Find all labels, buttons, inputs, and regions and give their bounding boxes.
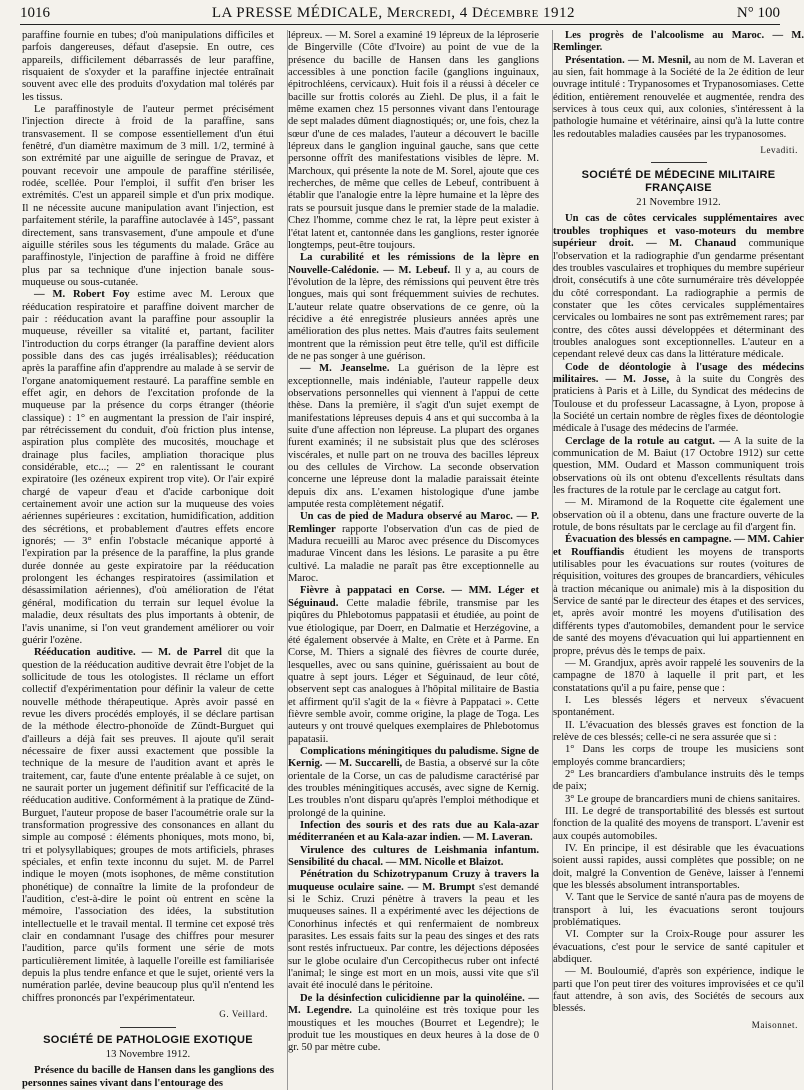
list-item: III. Le degré de transportabilité des blessés est surtout fonction de la qualité des moyens de transport. L'avenir est aux coupés automobiles. <box>553 805 804 842</box>
text-columns <box>22 30 804 1089</box>
paragraph-lead: Présence du bacille de Hansen dans les ganglions des personnes saines vivant dans l'entourage des <box>22 1065 274 1089</box>
paragraph-lead: Un cas de pied de Madura observé au Maroc. — P. Remlinger <box>288 511 539 535</box>
paragraph-lead: — M. Grandjux, <box>565 657 637 669</box>
paragraph <box>553 658 804 695</box>
paragraph-body: s'est demandé si le Schiz. Cruzi pénètre à travers la peau et les muqueuses saines. Il a expérimenté avec les déjections de Conorhinus infectés et qui renfermaient de nombreux parasites. Les essais faits sur la peau des singes et des rats sont restés infructueux. Par contre, les déjections déposées sur le globe oculaire d'un Cercopithecus ruber ont infecté l'animal; le singe est mort en un mois, aussi vite que s'il avait été inoculé dans le péritoine. <box>288 881 539 992</box>
page-header <box>20 2 780 25</box>
paragraph <box>553 436 804 498</box>
paragraph <box>553 497 804 534</box>
paragraph-body: cite également une observation où il a obtenu, dans une fracture ouverte de la rotule, de bons résultats par le cerclage au fil d'argent fin. <box>553 497 804 534</box>
paragraph-lead: Complications méningitiques du paludisme. Signe de Kernig. — M. Succarelli, <box>288 745 539 770</box>
section-divider <box>120 1027 176 1028</box>
paragraph <box>288 363 539 511</box>
paragraph-lead: — M. Miramond de la Roquette <box>565 497 715 509</box>
journal-title: LA PRESSE MÉDICALE, Mercredi, 4 Décembre 1912 <box>211 4 576 21</box>
paragraph <box>22 647 274 1005</box>
paragraph-body: communique l'observation et la radiographie d'un gendarme présentant des troubles vasculaires et trophiques du membre supérieur droit, consécutifs à une côte surnuméraire très développée du côté correspondant. La radiographie a permis de constater que les côtes cervicales supplémentaires cervicales ou lombaires ne sont pas extrêmement rares; par contre, des côtes aussi développées et déterminant des troubles analogues sont exceptionnelles. L'auteur en a cependant relevé deux cas dans la littérature médicale. <box>553 238 804 361</box>
section-divider <box>651 162 707 163</box>
paragraph-body: au nom de M. Laveran et au sien, fait hommage à la Société de la 2e édition de leur ouvrage intitulé : Trypanosomes et Trypanosomiases. Cette édition, entièrement renouvelée et augmentée, rendra des services à tous ceux qui, aux colonies, s'intéressent à la pathologie humaine et vétérinaire, ainsi qu'à la lutte contre les redoutables maladies causées par les trypanosomes. <box>553 54 804 140</box>
paragraph <box>288 252 539 363</box>
paragraph-lead: Infection des souris et des rats due au Kala-azar méditerranéen et au Kala-azar indien. — M. Laveran. <box>288 820 539 844</box>
paragraph <box>288 820 539 845</box>
list-item: IV. En principe, il est désirable que les évacuations soient aussi rapides, aussi complètes que possible; on ne doit, malgré la Convention de Genève, laisser à l'ennemi que les blessés absolument intransportables. <box>553 843 804 892</box>
paragraph: lépreux. — M. Sorel a examiné 19 lépreux de la léproserie de Bingerville (Côte d'Ivoire) au point de vue de la présence du bacille de Hansen dans les ganglions accessibles à une ponction facile (ganglions inguinaux, épitrochléens, cervicaux). Huit fois il a réussi à déceler ce bacille sur frottis colorés au Ziehl. De plus, il a fait le même examen chez 15 personnes vivant dans l'entourage de sept malades dûment diagnostiqués; or, une fois, chez la sœur d'une de ces malades, l'auteur a découvert le bacille lépreux dans le ganglion inguinal gauche, sans que cette personne offrît des manifestations visibles de lèpre. M. Marchoux, qui présente la note de M. Sorel, ajoute que ces recherches, de même que celles de Lebeuf, contribuent à établir que l'analogie entre la lèpre humaine et la lèpre des rats se poursuit jusque dans le premier stade de la maladie. Chez l'homme, comme chez le rat, la lèpre peut exister à l'état latent et, cantonnée dans les ganglions, rester ignorée longtemps, peut-être toujours. <box>288 30 539 251</box>
list-item: V. Tant que le Service de santé n'aura pas de moyens de transport à lui, les évacuations seront toujours problématiques. <box>553 892 804 929</box>
paragraph <box>288 993 539 1055</box>
paragraph-lead: Les progrès de l'alcoolisme au Maroc. — M. Remlinger. <box>553 30 804 54</box>
paragraph-lead: Évacuation des blessés en campagne. — MM. Cahier et Rouffiandis <box>553 534 804 558</box>
paragraph <box>288 511 539 585</box>
paragraph <box>553 30 804 55</box>
list-item: II. L'évacuation des blessés graves est fonction de la relève de ces blessés; celle-ci ne sera assurée que si : <box>553 719 804 743</box>
paragraph-body: A la suite de la communication de M. Baiut (17 Octobre 1912) sur cette question, MM. Oudard et Masson communiquent trois observations où ils ont obtenu d'excellents résultats dans les fractures de la rotule par le cerclage au catgut fort. <box>553 435 804 497</box>
paragraph-lead: Virulence des cultures de Leishmania infantum. Sensibilité du chacal. — MM. Nicolle et Blaizot. <box>288 844 539 869</box>
paragraph <box>288 746 539 820</box>
paragraph <box>288 869 539 992</box>
paragraph-lead: Code de déontologie à l'usage des médecins militaires. — M. Josse, <box>553 361 804 385</box>
paragraph-body: La guérison de la lèpre est exceptionnelle, mais indéniable, l'auteur rappelle deux observations personnelles qui viennent à l'appui de cette thèse. Dans la première, il s'agit d'un sujet exempt de manifestations lépreuses depuis 4 ans et qui succomba à la suite d'une affection non lépreuse. La plupart des organes furent examinés; il ne subsistait plus que des scléroses viscérales, et nulle part on ne trouva des bacilles lépreux ou des cellules de Virchow. La seconde observation concerne une lépreuse dont la maladie paraissait éteinte depuis dix ans. L'examen histologique d'une jambe amputée resta complètement négatif. <box>288 363 539 511</box>
paragraph-body: Cette maladie fébrile, transmise par les piqûres du Phlebotomus pappatasii et étudiée, au point de vue étiologique, par Doerr, en Dalmatie et Herzégovine, a été également observée à Malte, en Crète et à Parme. En Corse, M. Thiers a signalé des fièvres de courte durée, lesquelles, avec ou sans quinine, guérissaient au bout de quatre à sept jours. Léger et Séguinaud, de leur côté, observent sept cas analogues à l'hôpital militaire de Bastia et affirment qu'il s'agit de la « fièvre à Pappataci ». Cette fièvre semble avoir, comme origine, la plage de Toga. Les auteurs y ont trouvé quelques exemplaires de Phlebotomus papatasii. <box>288 597 539 745</box>
paragraph-body: dit que la question de la rééducation auditive devrait être l'objet de la sollicitude de tous les otologistes. Il réclame un effort collectif d'expérimentation pour définir la valeur de cette nouvelle méthode thérapeutique. Après avoir passé en revue les divers procédés employés, il se déclare partisan de la méthode électro-phonoïde de Zündt-Burguet qui d'ailleurs a déjà fait ses preuves. Il ajoute qu'il serait nécessaire de fixer aussi exactement que possible la technique de la mesure de l'audition avant et après le traitement, car, faute d'une entente préalable à ce sujet, on ne saurait porter un jugement définitif sur l'efficacité de la rééducation auditive. Conformément à la pratique de Zünd-Burguet, l'auteur propose de baser l'acoumétrie orale sur la transformation progressive des consonances en allant du simple au composé : éléments phoniques, mots mono, bi, tri et polysyllabiques; groupes de mots artificiels, phrases spéciales, et enfin texte inconnu du sujet. M. de Parrel indique le moyen (mots isophones, de même constitution phonétique) de connaître la limite de la profondeur de l'audition, c'est-à-dire le point où entrent en scène la mémoire, l'association des idées, la substitution intellectuelle et le travail mental. Il termine cet exposé très clair en condamnant l'usage des chiffres pour mesurer l'audition, parce qu'ils forment une série de mots particulièrement limitée, à laquelle l'oreille est familiarisée depuis la plus tendre enfance et que le sujet, orienté vers la numération parlée, devine beaucoup plus qu'il n'entend les chiffres prononcés par l'expérimentateur. <box>22 647 274 1004</box>
paragraph-lead: Présentation. — M. Mesnil, <box>565 54 692 66</box>
paragraph-lead: Rééducation auditive. — M. de Parrel <box>34 647 222 659</box>
list-item: 1° Dans les corps de troupe les musiciens sont employés comme brancardiers; <box>553 744 804 768</box>
signature: Maisonnet. <box>751 1019 798 1030</box>
paragraph-body: après avoir rappelé les souvenirs de la campagne de 1870 à laquelle il prit part, et les constatations qu'il a pu faire, pense que : <box>553 657 804 694</box>
paragraph <box>553 55 804 141</box>
paragraph-lead: Cerclage de la rotule au catgut. — <box>565 435 730 447</box>
paragraph-body: étudient les moyens de transports utilisables pour les évacuations sur routes (voitures de réquisition, voitures des groupes de brancardiers, véhicules à traction mécanique ou animale) mis à la disposition du Service de santé par le directeur des étapes et des services, et, après avoir montré les moyens d'utilisation des différents types d'automobiles, demandent pour le service de santé des moyens d'évacuation qui lui appartiennent en propre, prévus dès le temps de paix. <box>553 546 804 657</box>
section-title: SOCIÉTÉ DE PATHOLOGIE EXOTIQUE <box>43 1033 253 1046</box>
paragraph <box>553 213 804 361</box>
list-item: I. Les blessés légers et nerveux s'évacuent spontanément. <box>553 694 804 719</box>
paragraph: Le paraffinostyle de l'auteur permet précisément l'injection directe à froid de la paraffine, sans transvasement. Il se compose essentiellement d'un étui fenêtré, d'un diamètre maximum de 3 mill. 1/2, terminé à son extrémité par une aiguille de seringue de Pravaz, et pouvant recevoir une ampoule de paraffine stérilisée, rodée, scellée. Pour l'emploi, il suffit d'en briser les extrémités. C'est un appareil simple et d'un prix modique. Il ne nécessite aucune manipulation avant l'injection, est parfaitement stérile, la paraffine autoclavée à 145°, passant directement, sans transvasement, d'une ampoule et d'une aiguille stériles sous les téguments du malade. Grâce au paraffinostyle, l'injection de paraffine à froid ne diffère plus par sa technique d'une injection banale sous-muqueuse ou sous-cutanée. <box>22 104 274 288</box>
paragraph <box>22 1065 274 1090</box>
section-date: 13 Novembre 1912. <box>105 1048 191 1060</box>
paragraph <box>553 362 804 436</box>
section-title: SOCIÉTÉ DE MÉDECINE MILITAIRE FRANÇAISE <box>581 169 776 194</box>
paragraph-lead: Un cas de côtes cervicales supplémentaires avec troubles trophiques et vaso-moteurs du membre supérieur droit. — M. Chanaud <box>553 213 804 250</box>
section-date: 21 Novembre 1912. <box>636 197 721 209</box>
paragraph-body: estime avec M. Leroux que rééducation respiratoire et paraffine doivent marcher de pair : rééducation avant la paraffine pour assouplir la muqueuse, réveiller sa vitalité et, partant, faciliter l'introduction du corps étranger (la paraffine devient alors possible dans des cas jugés irréalisables); rééducation après la paraffine afin d'apprendre au malade à se servir de l'organe anatomiquement restauré. La paraffine semble en effet agir, en dehors de l'excitation profonde de la muqueuse par la présence du corps étranger (théorie classique) : 1° en augmentant la pression de l'air inspiré, par rétrécissement du conduit, d'où friction plus intense, aspiration plus complète des mucosités, mouchage et drainage plus faciles, ampliation thoracique plus considérable, etc...; — 2° en ralentissant le courant expiratoire (les ozéneux expirent trop vite). Or l'air expiré chargé de vapeur d'eau et d'acide carbonique doit certainement avoir une action sur la muqueuse des voies aériennes supérieures : excitation, humidification, addition des sécrétions, et probablement d'autres effets encore ignorés; — 3° enfin l'obstacle mécanique apporté à l'expiration par la présence de la paraffine, la plus grande durée donnée au geste expiratoire par la rééducation prolongent les échanges respiratoires (assimilation et désassimilation aériennes), d'où amélioration de l'état général, modification du terrain sur lequel évolue la maladie, deux résultats des plus importants à obtenir, de l'avis unanime, si l'on veut grandement améliorer ou voir guérir l'ozène. <box>22 289 274 646</box>
paragraph-lead: Pénétration du Schizotrypanum Cruzy à travers la muqueuse oculaire saine. — M. Brumpt <box>288 869 539 893</box>
paragraph <box>553 966 804 1015</box>
signature: G. Veillard. <box>219 1009 268 1020</box>
list-item: VI. Compter sur la Croix-Rouge pour assurer les évacuations, c'est pour le service de santé capituler et abdiquer. <box>553 929 804 966</box>
list-item: 3° Le groupe de brancardiers muni de chiens sanitaires. <box>565 793 801 805</box>
paragraph <box>553 534 804 657</box>
paragraph-lead: La curabilité et les rémissions de la lèpre en Nouvelle-Calédonie. — M. Lebeuf. <box>288 252 539 276</box>
paragraph <box>288 845 539 870</box>
paragraph-body: d'après son expérience, indique le parti que l'on peut tirer des voitures improvisées et ce qu'il faut attendre, à son avis, des Sociétés de secours aux blessés. <box>553 966 804 1015</box>
signature: Levaditi. <box>760 145 798 156</box>
issue-number: N° 100 <box>736 4 780 21</box>
paragraph-lead: — M. Robert Foy <box>34 289 130 301</box>
paragraph-lead: Fièvre à pappataci en Corse. — MM. Léger et Séguinaud. <box>288 585 539 609</box>
paragraph-lead: — M. Bouloumié, <box>565 966 648 978</box>
paragraph <box>288 585 539 745</box>
paragraph-body: La quinoléine est très toxique pour les moustiques et les mouches (Bourret et Legendre); le produit tue les moustiques en deux heures à la dose de 0 gr. 50 par mètre cube. <box>288 1005 539 1054</box>
list-item: 2° Les brancardiers d'ambulance instruits dès le temps de paix; <box>553 768 804 793</box>
column-3 <box>552 30 804 1090</box>
paragraph-body: à la suite du Congrès des praticiens à Paris et à Lille, du Syndicat des médecins de Toulouse et du professeur Lacassagne, à Lyon, propose à la Société un certain nombre de règles fixes de déontologie médicale à l'usage des médecins de l'armée. <box>553 373 804 435</box>
paragraph-lead: De la désinfection culicidienne par la quinoléine. — M. Legendre. <box>288 992 539 1017</box>
paragraph <box>22 289 274 647</box>
column-1 <box>22 30 274 1090</box>
paragraph-body: rapporte l'observation d'un cas de pied de Madura recueilli au Maroc avec présence du Discomyces madurae Vincent dans les lésions. Le parasite a pu être cultivé. La maladie ne paraît pas être exceptionnelle au Maroc. <box>288 523 539 585</box>
column-2 <box>287 30 539 1090</box>
paragraph: paraffine fournie en tubes; d'où manipulations difficiles et parfois dangereuses, défaut d'asepsie. En outre, ces appareils, difficilement débarrassés de leur paraffine, risquaient de s'oxyder et la paraffine injectée entraînait souvent avec elle des produits d'oxydation mal tolérés par les tissus. <box>22 30 274 103</box>
paragraph-lead: — M. Jeanselme. <box>300 363 390 375</box>
paragraph-body: de Bastia, a observé sur la côte orientale de la Corse, un cas de paludisme caractérisé par des troubles méningitiques accusés, avec signe de Kernig. Les troubles n'ont disparu qu'après l'emploi méthodique et prolongé de la quinine. <box>288 758 539 819</box>
page-number: 1016 <box>20 4 50 21</box>
paragraph-body: Il y a, au cours de l'évolution de la lèpre, des rémissions qui peuvent être très longues, mais qui sont fréquemment suivies de rechutes. L'auteur relate quatre observations de ce genre, où la récidive a été enregistrée plusieurs années après une amélioration des plus nettes. Mais d'autres faits seulement montrent que la rémission peut être telle, qu'il est difficile de ne pas songer à une guérison. <box>288 264 539 362</box>
